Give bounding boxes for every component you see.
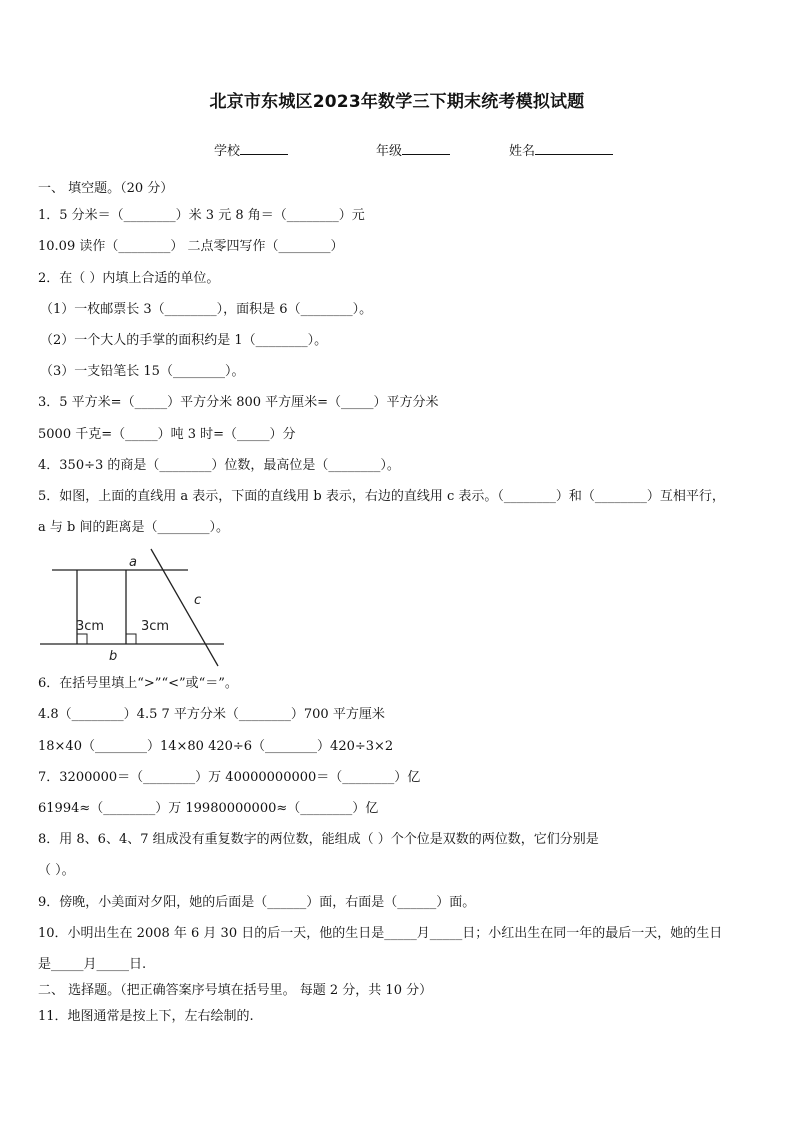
header-fields bbox=[0, 140, 794, 160]
question-5-line-2: a 与 b 间的距离是（________）。 bbox=[38, 520, 229, 535]
question-11: 11．地图通常是按上下，左右绘制的. bbox=[38, 1009, 254, 1024]
label-c: c bbox=[194, 593, 202, 608]
section-1-heading: 一、 填空题。（20 分） bbox=[38, 181, 174, 196]
question-6-line-1: 4.8（________）4.5 7 平方分米（________）700 平方厘米 bbox=[38, 707, 385, 722]
school-blank[interactable] bbox=[240, 141, 288, 155]
question-3-line-1: 3．5 平方米=（_____）平方分米 800 平方厘米=（_____）平方分米 bbox=[38, 395, 439, 410]
right-angle-mark-left bbox=[77, 634, 87, 644]
section-2-heading: 二、 选择题。（把正确答案序号填在括号里。 每题 2 分，共 10 分） bbox=[38, 983, 433, 998]
name-blank[interactable] bbox=[535, 141, 613, 155]
question-6-line-2: 18×40（________）14×80 420÷6（________）420÷3×2 bbox=[38, 739, 394, 754]
question-7-line-2: 61994≈（________）万 19980000000≈（________）亿 bbox=[38, 801, 379, 816]
question-2-part-3: （3）一支铅笔长 15（________）。 bbox=[40, 364, 245, 379]
question-1-line-2: 10.09 读作（________） 二点零四写作（________） bbox=[38, 239, 344, 254]
grade-field bbox=[376, 140, 450, 159]
question-2-part-1: （1）一枚邮票长 3（________），面积是 6（________）。 bbox=[40, 302, 373, 317]
name-field bbox=[509, 140, 613, 159]
line-c bbox=[151, 549, 218, 666]
name-label: 姓名 bbox=[509, 144, 536, 159]
school-field bbox=[214, 140, 288, 159]
school-label: 学校 bbox=[214, 144, 241, 159]
page-title: 北京市东城区2023年数学三下期末统考模拟试题 bbox=[209, 92, 585, 112]
question-7-line-1: 7．3200000＝（________）万 40000000000＝（________）亿 bbox=[38, 770, 421, 785]
grade-label: 年级 bbox=[376, 144, 403, 159]
question-10-line-1: 10．小明出生在 2008 年 6 月 30 日的后一天，他的生日是_____月_____日；小红出生在同一年的最后一天，她的生日 bbox=[38, 926, 723, 941]
label-a: a bbox=[129, 555, 137, 570]
question-10-line-2: 是_____月_____日. bbox=[38, 957, 147, 972]
label-b: b bbox=[109, 649, 118, 664]
question-2-part-2: （2）一个大人的手掌的面积约是 1（________）。 bbox=[40, 333, 328, 348]
measure-right-label: 3cm bbox=[141, 619, 170, 634]
question-8-line-1: 8．用 8、6、4、7 组成没有重复数字的两位数，能组成（ ）个个位是双数的两位数，它们分别是 bbox=[38, 832, 599, 847]
parallel-lines-figure bbox=[38, 546, 238, 670]
question-1-line-1: 1．5 分米＝（________）米 3 元 8 角＝（________）元 bbox=[38, 208, 365, 223]
right-angle-mark-right bbox=[126, 634, 136, 644]
question-5-line-1: 5．如图，上面的直线用 a 表示，下面的直线用 b 表示，右边的直线用 c 表示。（________）和（________）互相平行， bbox=[38, 489, 725, 504]
question-2-stem: 2．在（ ）内填上合适的单位。 bbox=[38, 271, 220, 286]
question-9: 9．傍晚，小美面对夕阳，她的后面是（______）面，右面是（______）面。 bbox=[38, 895, 476, 910]
measure-left-label: 3cm bbox=[76, 619, 105, 634]
question-8-line-2: （ ）。 bbox=[38, 863, 75, 878]
grade-blank[interactable] bbox=[402, 141, 450, 155]
question-4: 4．350÷3 的商是（________）位数，最高位是（________）。 bbox=[38, 458, 400, 473]
question-3-line-2: 5000 千克=（_____）吨 3 时=（_____）分 bbox=[38, 427, 296, 442]
question-6-stem: 6．在括号里填上“>”“<”或“＝”。 bbox=[38, 676, 238, 691]
